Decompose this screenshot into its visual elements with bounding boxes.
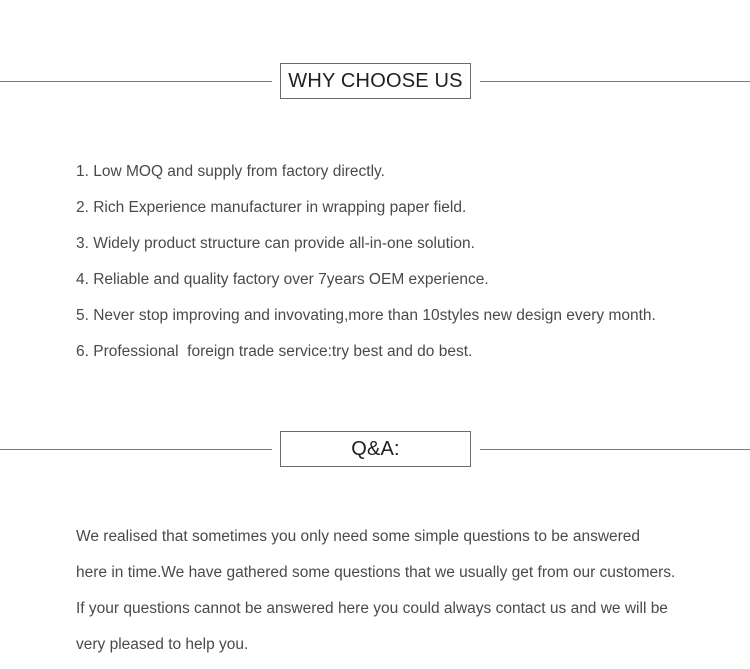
list-item: 5. Never stop improving and invovating,more than 10styles new design every month. (76, 307, 656, 324)
qa-paragraph (76, 525, 675, 669)
paragraph-line: We realised that sometimes you only need some simple questions to be answered (76, 528, 641, 545)
why-divider-right (480, 81, 750, 82)
qa-heading: Q&A: (280, 431, 471, 467)
list-item: 3. Widely product structure can provide all-in-one solution. (76, 235, 475, 252)
paragraph-line: very pleased to help you. (76, 636, 249, 653)
qa-divider-right (480, 449, 750, 450)
list-item: 4. Reliable and quality factory over 7years OEM experience. (76, 271, 489, 288)
why-choose-us-heading: WHY CHOOSE US (280, 63, 471, 99)
qa-divider-left (0, 449, 272, 450)
paragraph-line: here in time.We have gathered some questions that we usually get from our customers. (76, 564, 676, 581)
reasons-list (76, 160, 656, 376)
list-item: 1. Low MOQ and supply from factory directly. (76, 163, 385, 180)
paragraph-line: If your questions cannot be answered here you could always contact us and we will be (76, 600, 668, 617)
list-item: 6. Professional foreign trade service:try best and do best. (76, 343, 473, 360)
why-divider-left (0, 81, 272, 82)
list-item: 2. Rich Experience manufacturer in wrapping paper field. (76, 199, 467, 216)
